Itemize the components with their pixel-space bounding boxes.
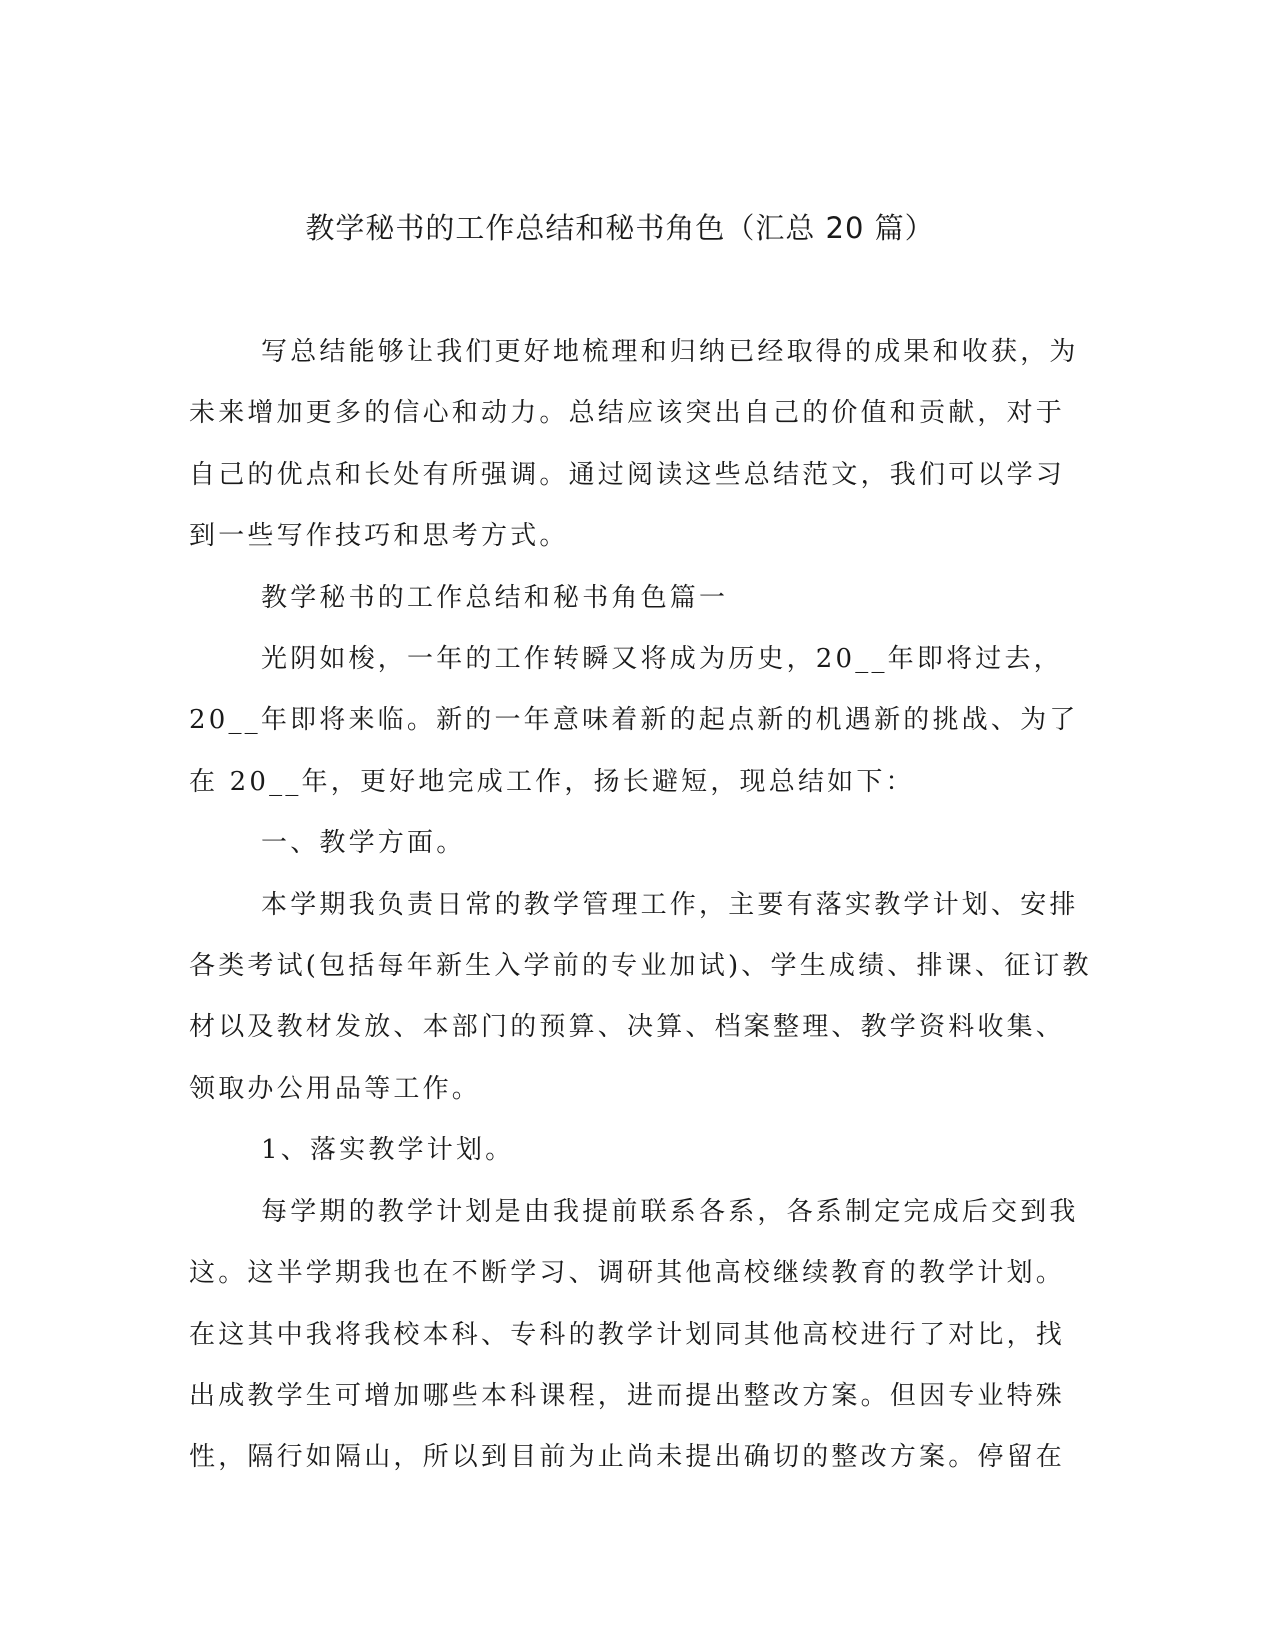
- paragraph-line: 在 20__年，更好地完成工作，扬长避短，现总结如下：: [189, 766, 915, 797]
- paragraph-line: 光阴如梭，一年的工作转瞬又将成为历史，20__年即将过去，: [261, 644, 1063, 675]
- paragraph: [189, 813, 1084, 874]
- paragraph: [189, 875, 1092, 1121]
- paragraph-line: 未来增加更多的信心和动力。总结应该突出自己的价值和贡献，对于: [189, 398, 1066, 429]
- paragraph: [189, 1182, 1084, 1489]
- paragraph: [189, 568, 1084, 629]
- document-title: 教学秘书的工作总结和秘书角色（汇总 20 篇）: [305, 211, 935, 245]
- paragraph: [189, 1120, 1084, 1181]
- paragraph-line: 在这其中我将我校本科、专科的教学计划同其他高校进行了对比，找: [189, 1319, 1066, 1350]
- paragraph-line: 材以及教材发放、本部门的预算、决算、档案整理、教学资料收集、: [189, 1012, 1066, 1043]
- paragraph: [189, 629, 1084, 813]
- paragraph-line: 性，隔行如隔山，所以到目前为止尚未提出确切的整改方案。停留在: [189, 1442, 1066, 1473]
- paragraph-line: 教学秘书的工作总结和秘书角色篇一: [261, 582, 729, 613]
- paragraph-line: 一、教学方面。: [261, 828, 466, 859]
- paragraph-line: 自己的优点和长处有所强调。通过阅读这些总结范文，我们可以学习: [189, 459, 1066, 490]
- paragraph-line: 写总结能够让我们更好地梳理和归纳已经取得的成果和收获，为: [261, 337, 1079, 367]
- paragraph-line: 每学期的教学计划是由我提前联系各系，各系制定完成后交到我: [261, 1196, 1079, 1227]
- paragraph-line: 这。这半学期我也在不断学习、调研其他高校继续教育的教学计划。: [189, 1258, 1066, 1289]
- document-body: [189, 322, 1092, 1489]
- paragraph-line: 1、落实教学计划。: [261, 1135, 515, 1166]
- paragraph-line: 出成教学生可增加哪些本科课程，进而提出整改方案。但因专业特殊: [189, 1380, 1066, 1411]
- paragraph-line: 各类考试(包括每年新生入学前的专业加试)、学生成绩、排课、征订教: [189, 951, 1092, 982]
- paragraph-line: 领取办公用品等工作。: [189, 1073, 482, 1104]
- paragraph-line: 到一些写作技巧和思考方式。: [189, 521, 569, 552]
- paragraph-line: 本学期我负责日常的教学管理工作，主要有落实教学计划、安排: [261, 889, 1079, 920]
- paragraph: [189, 322, 1084, 568]
- paragraph-line: 20__年即将来临。新的一年意味着新的起点新的机遇新的挑战、为了: [189, 705, 1079, 736]
